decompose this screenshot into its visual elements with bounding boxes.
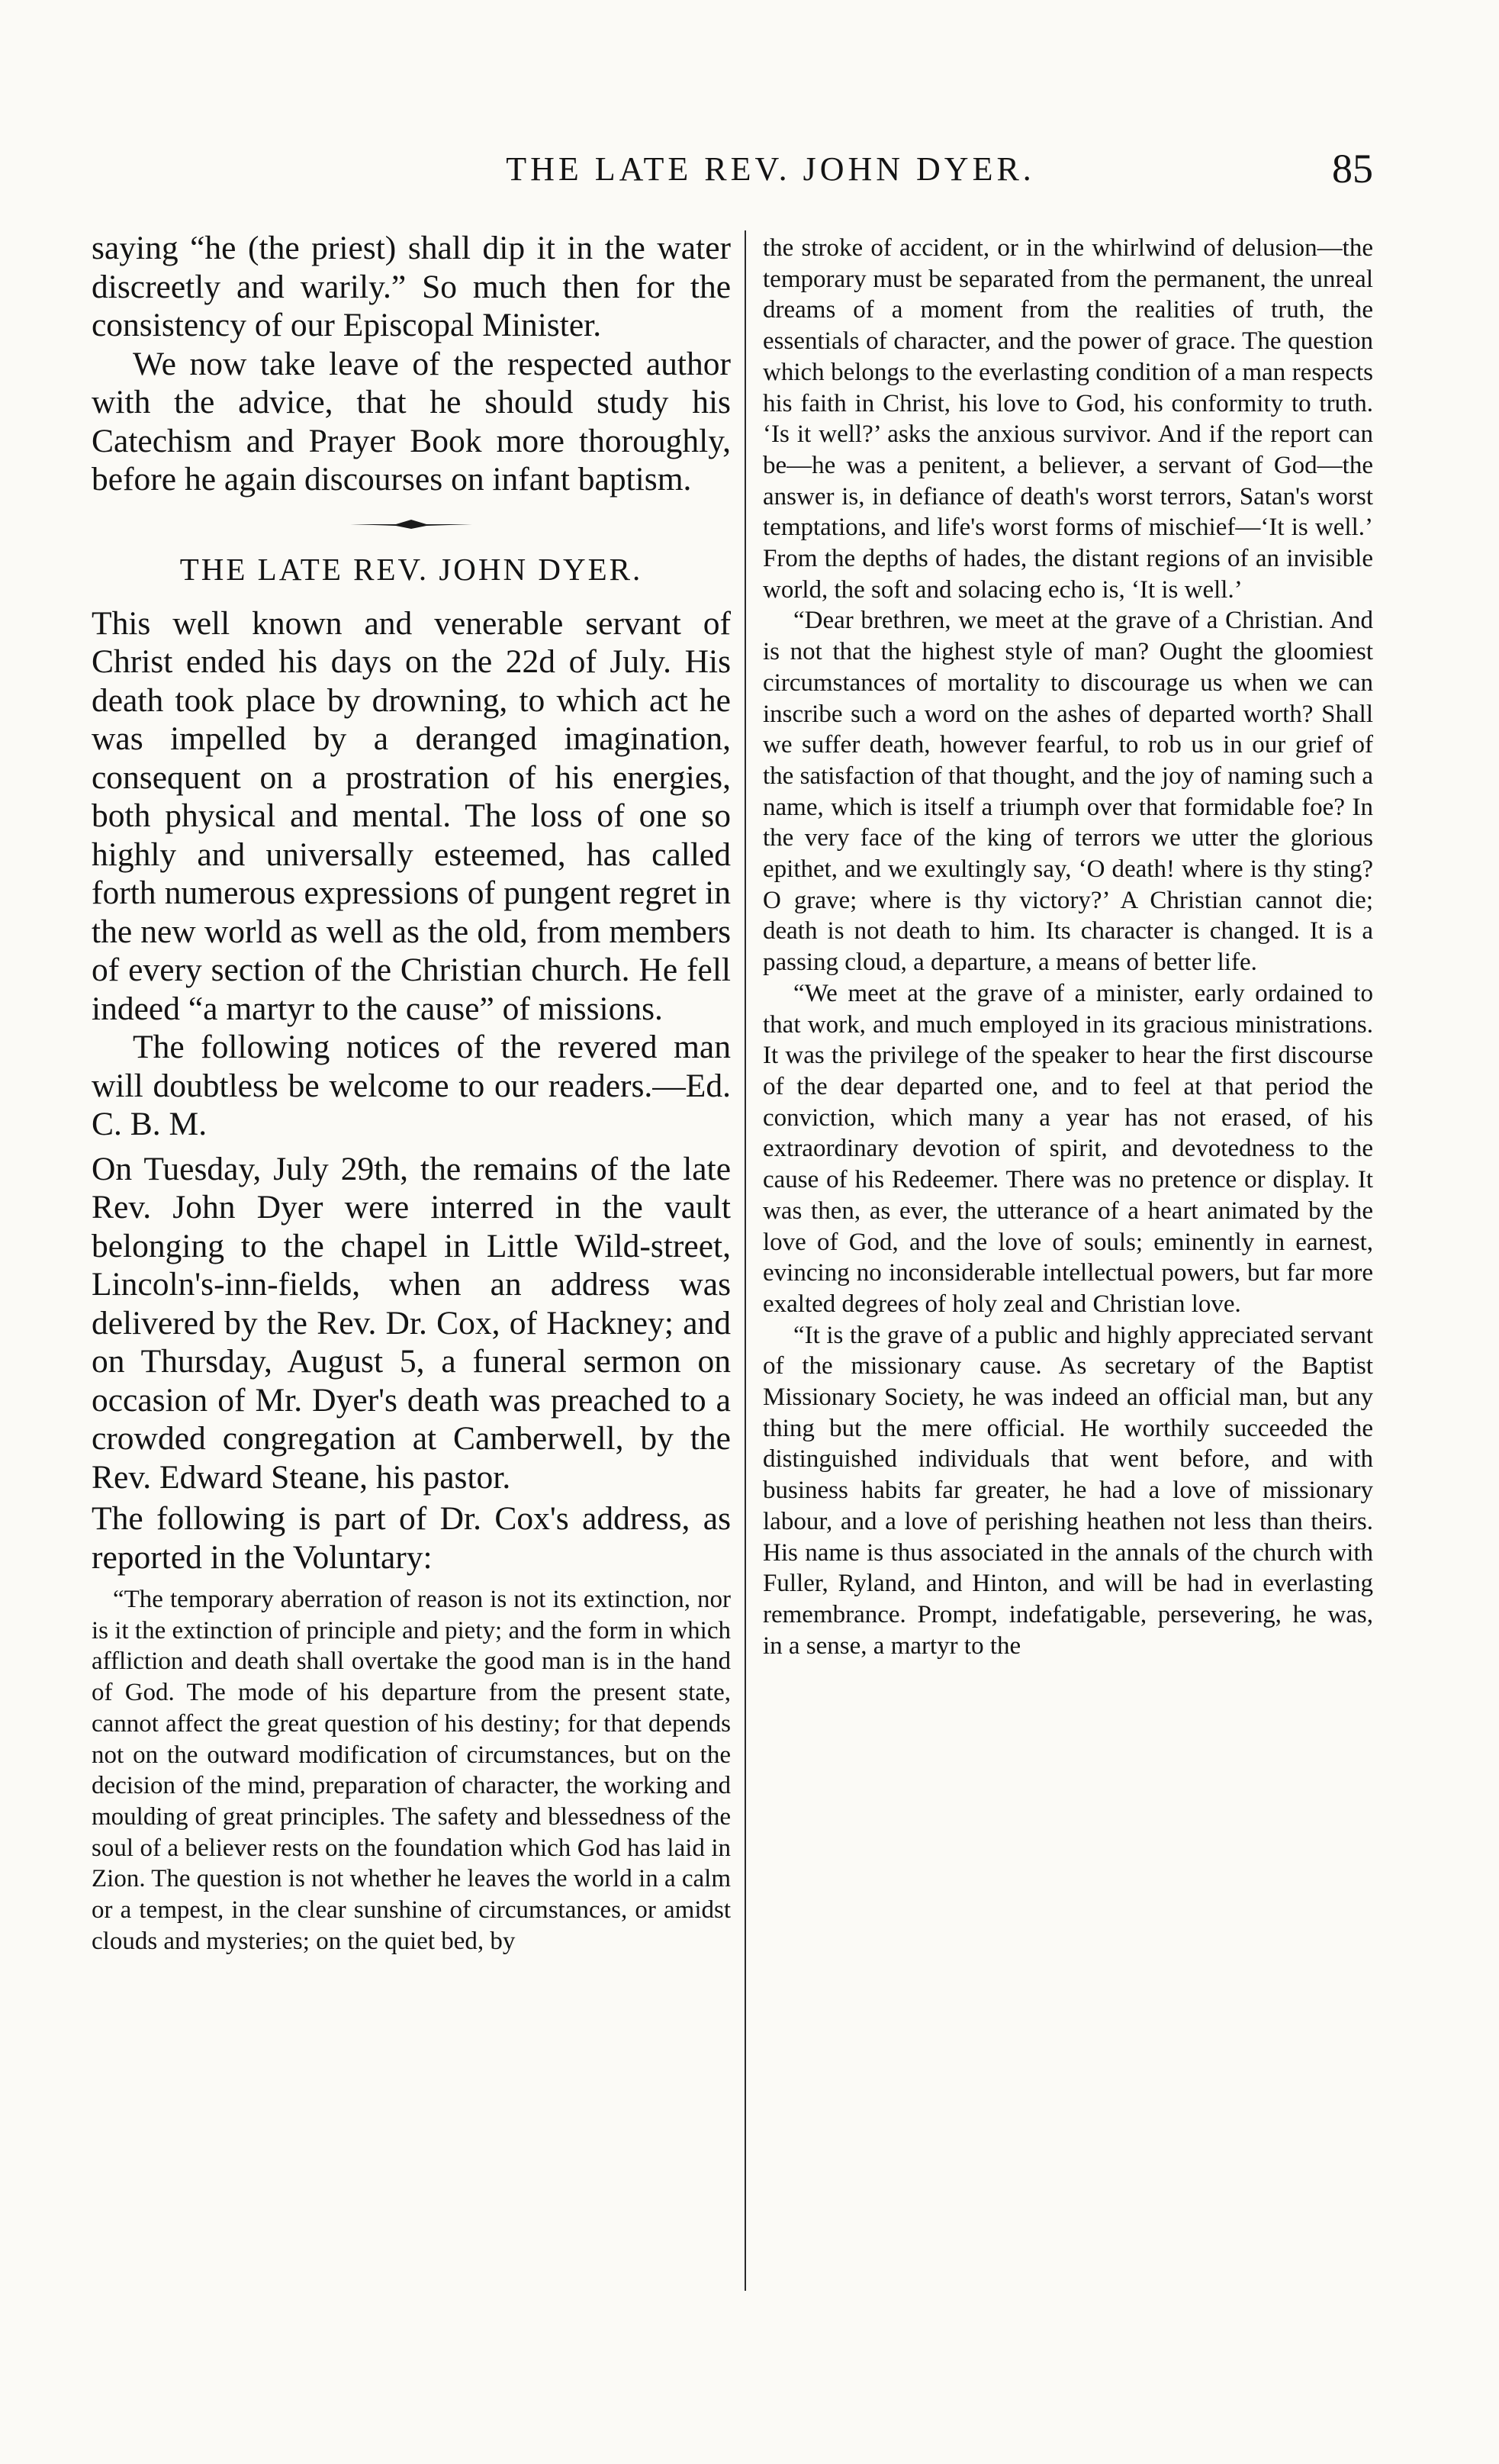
column-divider xyxy=(745,230,746,2291)
running-head: THE LATE REV. JOHN DYER. xyxy=(506,150,1035,188)
intro-paragraph: We now take leave of the respected author with the advice, that he should study his Catechism and Prayer Book more thoroughly, before he again discourses on infant baptism. xyxy=(92,345,731,498)
intro-paragraph: saying “he (the priest) shall dip it in the water discreetly and warily.” So much then for the consistency of our Episcopal Minister. xyxy=(92,230,731,343)
article-paragraph: On Tuesday, July 29th, the remains of the late Rev. John Dyer were interred in the vault belonging to the chapel in Little Wild-street, Lincoln's-inn-fields, when an address was delivered by the Rev. Dr. Cox, of Hackney; and on Thursday, August 5, a funeral sermon on occasion of Mr. Dyer's death was preached to a crowded congregation at Camberwell, by the Rev. Edward Steane, his pastor. xyxy=(92,1150,731,1496)
article-paragraph: This well known and venerable servant of Christ ended his days on the 22d of July. His death took place by drowning, to which act he was impelled by a deranged imagination, consequent on a prostration of his energies, both physical and mental. The loss of one so highly and universally esteemed, has called forth numerous expressions of pungent regret in the new world as well as the old, from members of every section of the Christian church. He fell indeed “a martyr to the cause” of missions. xyxy=(92,604,731,1027)
quote-block xyxy=(92,1584,731,1957)
right-column xyxy=(763,233,1373,1661)
left-column xyxy=(92,229,731,1957)
right-paragraph: “Dear brethren, we meet at the grave of a Christian. And is not that the highest style of man? Ought the gloomiest circumstances of mortality to discourage us when we can inscribe such a word on the ashes of departed worth? Shall we suffer death, however fearful, to rob us in our grief of the satisfaction of that thought, and the joy of naming such a name, which is itself a triumph over that formidable foe? In the very face of the king of terrors we utter the glorious epithet, and we exultingly say, ‘O death! where is thy sting? O grave; where is thy victory?’ A Christian cannot die; death is not death to him. Its character is changed. It is a passing cloud, a departure, a means of better life. xyxy=(763,607,1373,977)
ornament-divider xyxy=(350,516,472,533)
right-paragraph: “We meet at the grave of a minister, early ordained to that work, and much employed in its gracious ministrations. It was the privilege of the speaker to hear the first discourse of the dear departed one, and to feel at that period the conviction, which many a year has not erased, of his extraordinary devotion of spirit, and devotedness to the cause of his Redeemer. There was no pretence or display. It was then, as ever, the utterance of a heart animated by the love of God, and the love of souls; eminently in earnest, evincing no inconsiderable intellectual powers, but far more exalted degrees of holy zeal and Christian love. xyxy=(763,979,1373,1318)
article-paragraph: The following is part of Dr. Cox's address, as reported in the Voluntary: xyxy=(92,1500,731,1576)
quote-paragraph: “The temporary aberration of reason is not its extinction, nor is it the extinction of principle and piety; and the form in which affliction and death shall overtake the good man is in the hand of God. The mode of his departure from the present state, cannot affect the great question of his destiny; for that depends not on the outward modification of circumstances, but on the decision of the mind, preparation of character, the working and moulding of great principles. The safety and blessedness of the soul of a believer rests on the foundation which God has laid in Zion. The question is not whether he leaves the world in a calm or a tempest, in the clear sunshine of circumstances, or amidst clouds and mysteries; on the quiet bed, by xyxy=(92,1586,731,1955)
article-paragraph: The following notices of the revered man will doubtless be welcome to our readers.—Ed. C. B. M. xyxy=(92,1029,731,1142)
right-paragraph: the stroke of accident, or in the whirlwind of delusion—the temporary must be separated from the permanent, the unreal dreams of a moment from the realities of truth, the essentials of character, and the power of grace. The question which belongs to the everlasting condition of a man respects his faith in Christ, his love to God, his conformity to truth. ‘Is it well?’ asks the anxious survivor. And if the report can be—he was a penitent, a believer, a servant of God—the answer is, in defiance of death's worst terrors, Satan's worst temptations, and life's worst forms of mischief—‘It is well.’ From the depths of hades, the distant regions of an invisible world, the soft and solacing echo is, ‘It is well.’ xyxy=(763,234,1373,604)
page-number: 85 xyxy=(1332,146,1373,192)
page-header xyxy=(0,146,1499,203)
right-paragraph: “It is the grave of a public and highly appreciated servant of the missionary cause. As secretary of the Baptist Missionary Society, he was indeed an official man, but any thing but the mere official. He worthily succeeded the distinguished individuals that went before, and with business habits far greater, he had a love of missionary labour, and a love of perishing heathen not less than theirs. His name is thus associated in the annals of the church with Fuller, Ryland, and Hinton, and will be had in everlasting remembrance. Prompt, indefatigable, persevering, he was, in a sense, a martyr to the xyxy=(763,1321,1373,1660)
section-title: THE LATE REV. JOHN DYER. xyxy=(179,551,643,587)
